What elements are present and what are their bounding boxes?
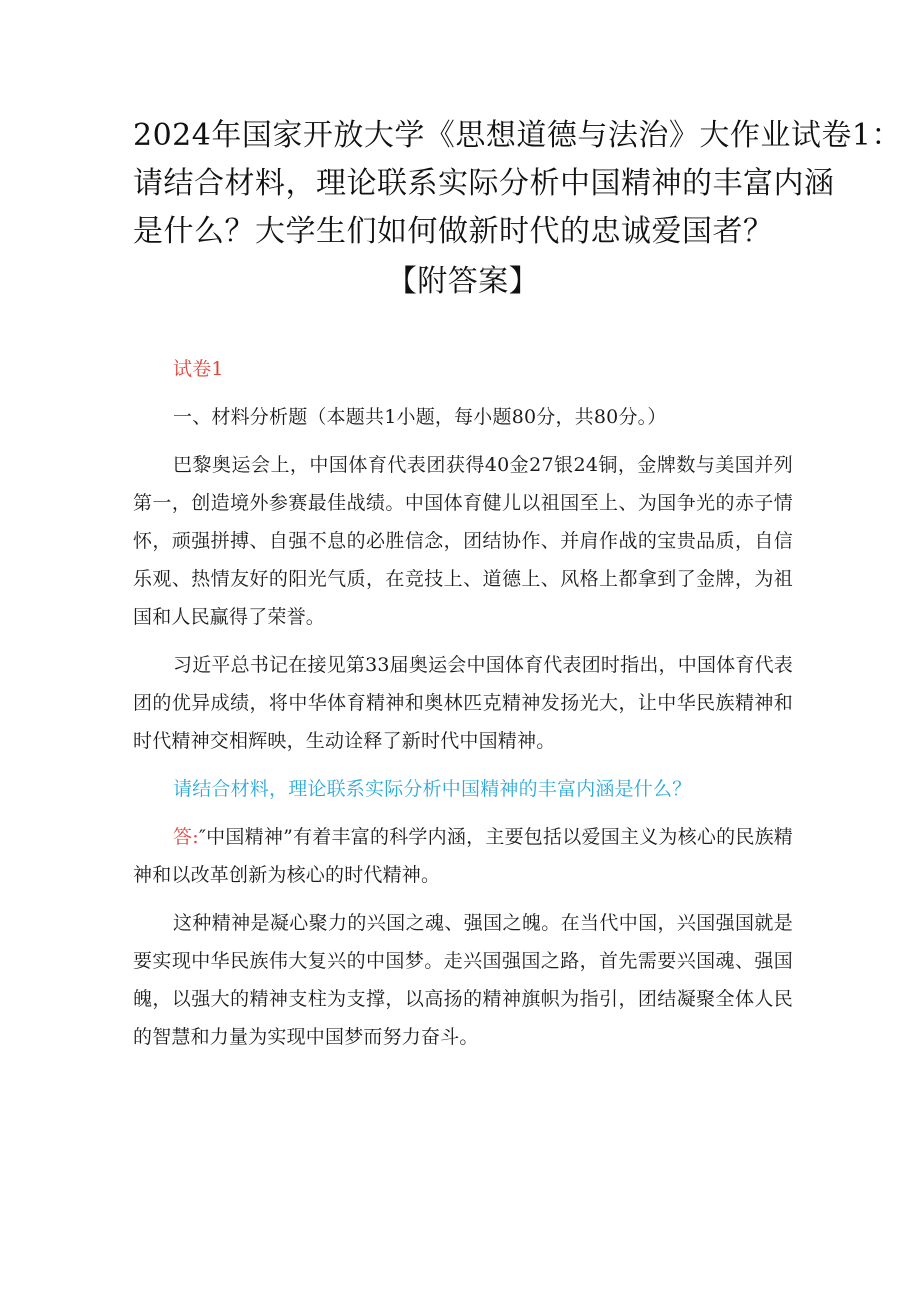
answer-text: ″中国精神”有着丰富的科学内涵，主要包括以爱国主义为核心的民族精神和以改革创新为核心的时代精神。: [133, 826, 793, 886]
title-answer-tag: 【附答案】: [386, 264, 540, 299]
material-paragraph-2: 习近平总书记在接见第33届奥运会中国体育代表团时指出，中国体育代表团的优异成绩，将中华体育精神和奥林匹克精神发扬光大，让中华民族精神和时代精神交相辉映，生动诠释了新时代中国精神。: [133, 654, 793, 752]
document-body: [133, 350, 793, 1056]
title-line-3: 是什么？大学生们如何做新时代的忠诚爱国者？: [133, 214, 774, 249]
question-header: 一、材料分析题（本题共1小题，每小题80分，共80分。）: [173, 406, 667, 428]
question-text: 请结合材料，理论联系实际分析中国精神的丰富内涵是什么？: [173, 778, 692, 800]
document-title: [133, 112, 902, 306]
title-line-2: 请结合材料，理论联系实际分析中国精神的丰富内涵: [133, 166, 835, 201]
answer-paragraph-1: [133, 818, 793, 894]
answer-paragraph-2: 这种精神是凝心聚力的兴国之魂、强国之魄。在当代中国，兴国强国就是要实现中华民族伟大复兴的中国梦。走兴国强国之路，首先需要兴国魂、强国魄，以强大的精神支柱为支撑，以高扬的精神旗帜为指引，团结凝聚全体人民的智慧和力量为实现中国梦而努力奋斗。: [133, 912, 793, 1048]
answer-lead: 答:: [173, 826, 199, 848]
material-paragraph-1: 巴黎奥运会上，中国体育代表团获得40金27银24铜，金牌数与美国并列第一，创造境外参赛最佳战绩。中国体育健儿以祖国至上、为国争光的赤子情怀，顽强拼搏、自强不息的必胜信念，团结协作、并肩作战的宝贵品质，自信乐观、热情友好的阳光气质，在竞技上、道德上、风格上都拿到了金牌，为祖国和人民赢得了荣誉。: [133, 454, 793, 628]
section-label: 试卷1: [173, 358, 224, 380]
title-line-1: 2024年国家开放大学《思想道德与法治》大作业试卷1：: [133, 118, 902, 153]
